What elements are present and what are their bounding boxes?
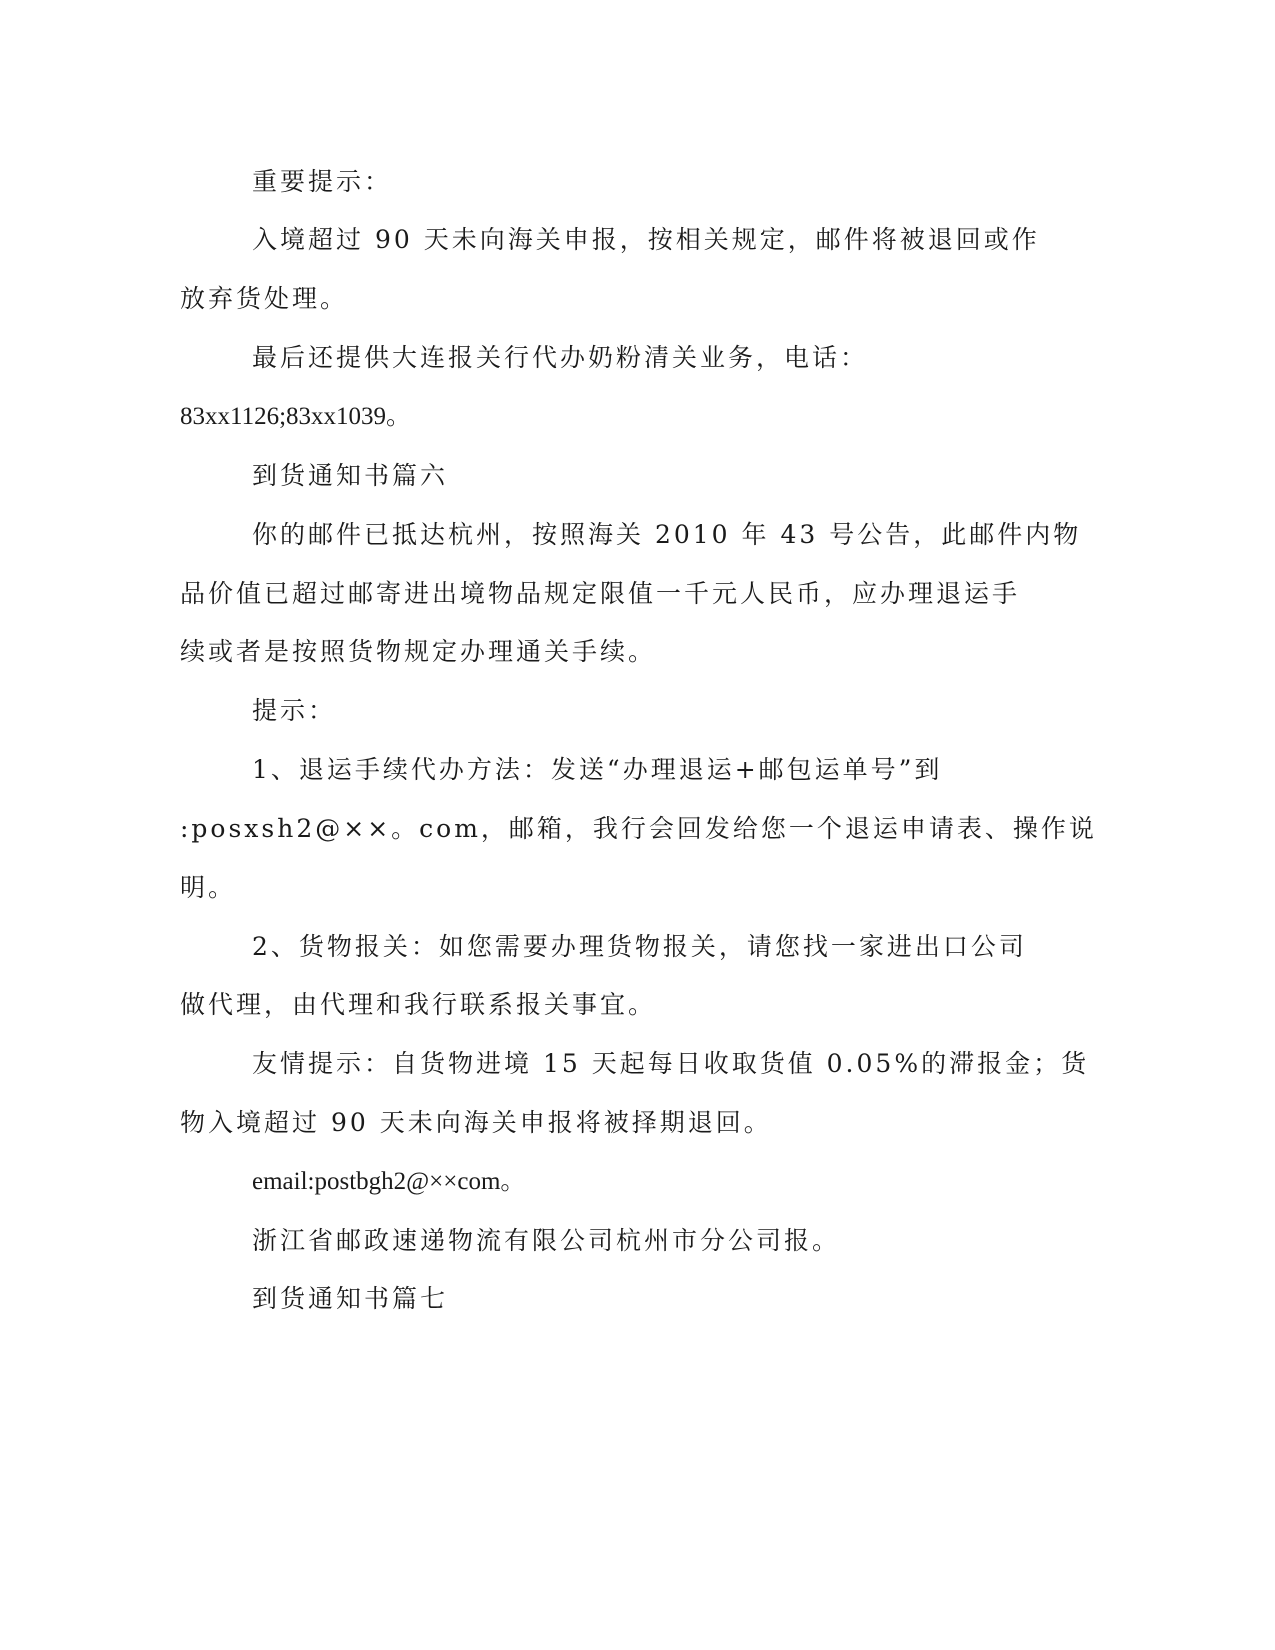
heading-notice: 提示： [252, 696, 337, 725]
heading-important-notice: 重要提示： [252, 167, 393, 196]
paragraph-line: 最后还提供大连报关行代办奶粉清关业务，电话： [252, 343, 869, 372]
paragraph-line: 物入境超过 90 天未向海关申报将被择期退回。 [180, 1108, 772, 1137]
section-heading-part-six: 到货通知书篇六 [252, 461, 449, 490]
list-item-line: 做代理，由代理和我行联系报关事宜。 [180, 990, 657, 1019]
section-heading-part-seven: 到货通知书篇七 [252, 1284, 449, 1313]
list-item-line: 2、货物报关：如您需要办理货物报关，请您找一家进出口公司 [252, 932, 1027, 961]
paragraph-line: 放弃货处理。 [180, 284, 349, 313]
paragraph-line: 你的邮件已抵达杭州，按照海关 2010 年 43 号公告，此邮件内物 [252, 520, 1082, 549]
paragraph-line: 续或者是按照货物规定办理通关手续。 [180, 637, 657, 666]
paragraph-line: 入境超过 90 天未向海关申报，按相关规定，邮件将被退回或作 [252, 225, 1040, 254]
list-item-line: 1、退运手续代办方法：发送“办理退运+邮包运单号”到 [252, 755, 943, 784]
list-item-line: 明。 [180, 873, 237, 902]
paragraph-line: 品价值已超过邮寄进出境物品规定限值一千元人民币，应办理退运手 [180, 579, 1021, 608]
paragraph-line: 友情提示：自货物进境 15 天起每日收取货值 0.05%的滞报金；货 [252, 1049, 1090, 1078]
list-item-line: :posxsh2@××。com，邮箱，我行会回发给您一个退运申请表、操作说 [180, 814, 1097, 843]
phone-numbers: 83xx1126;83xx1039。 [180, 403, 412, 430]
signature-line: 浙江省邮政速递物流有限公司杭州市分公司报。 [252, 1226, 841, 1255]
email-line: email:postbgh2@××com。 [252, 1168, 526, 1195]
